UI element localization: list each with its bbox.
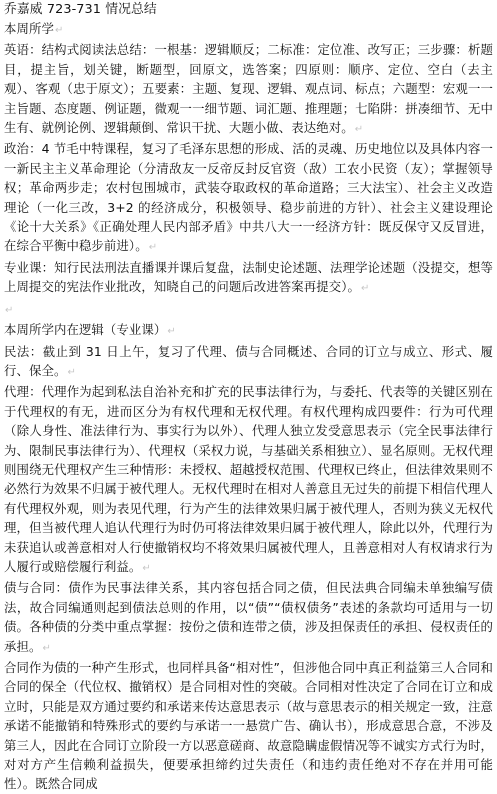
section-heading: 本周所学内在逻辑（专业课）↵	[4, 322, 176, 338]
paragraph-mark-icon: ↵	[142, 562, 151, 574]
paragraph-civil-law: 民法：截止到 31 日上午，复习了代理、债与合同概述、合同的订立与成立、形式、履行、保全。↵	[4, 343, 493, 378]
paragraph-mark-icon: ↵	[67, 366, 76, 378]
paragraph-mark-icon: ↵	[148, 242, 158, 254]
paragraph-mark-icon: ↵	[54, 25, 64, 36]
section-this-week	[4, 19, 493, 299]
section-this-week-logic	[4, 320, 493, 794]
paragraph-mark-icon: ↵	[167, 326, 176, 338]
document-title: 乔嘉威 723-731 情况总结	[4, 2, 157, 17]
empty-paragraph	[4, 299, 493, 320]
paragraph-mark-icon: ↵	[354, 124, 364, 136]
paragraph-english: 英语：结构式阅读法总结：一根基：逻辑顺反；二标准：定位准、改写正；三步骤：析题目，提主旨，划关键，断题型，回原文，选答案；四原则：顺序、定位、空白（去主观）、客观（忠于原文）；五要素：主题、复现、逻辑、观点词、标点；六题型：宏观一一主旨题、态度题、例证题，微观一一细节题、词汇题、推理题；七陷阱：拼凑细节、无中生有、就例论例、逻辑颠倒、常识干扰、大题小做、表达绝对。↵	[4, 42, 493, 136]
paragraph-mark-icon: ↵	[5, 304, 14, 316]
paragraph-mark-icon: ↵	[42, 642, 51, 654]
paragraph-mark-icon: ↵	[361, 283, 370, 295]
paragraph-politics: 政治：4 节毛中特课程，复习了毛泽东思想的形成、活的灵魂、历史地位以及具体内容一一新民主主义革命理论（分清敌友一反帝反封反官资（敌）工农小民资（友）；掌握领导权；革命两步走；农村包围城市，武装夺取政权的革命道路；三大法宝）、社会主义改造理论（一化三改，3+2 的经济成分，积极领导、稳步前进的方针）、社会主义建设理论《论十大关系》《正确处理人民内部矛盾》中共八大一一经济方针：既反保守又反冒进，在综合平衡中稳步前进）。↵	[4, 141, 493, 254]
paragraph-debt-contract: 债与合同：债作为民事法律关系，其内容包括合同之债，但民法典合同编未单独编写债法，故合同编通则起到债法总则的作用，以“债”“债权债务”表述的条款均可适用与一切债。各种债的分类中重点掌握：按份之债和连带之债，涉及担保责任的承担、侵权责任的承担。↵	[4, 580, 493, 654]
paragraph-contract-relativity: 合同作为债的一种产生形式，也同样具备“相对性”，但涉他合同中真正利益第三人合同和合同的保全（代位权、撤销权）是合同相对性的突破。合同相对性决定了合同在订立和成立时，只能是双方通过要约和承诺来传达意思表示（故与意思表示的相关规定一致，注意承诺不能撤销和特殊形式的要约与承诺一一悬赏广告、确认书），形成意思合意，不涉及第三人，因此在合同订立阶段一方以恶意磋商、故意隐瞒虚假情况等不诚实方式行为时，对对方产生信赖利益损失，便要承担缔约过失责任（和违约责任绝对不存在并用可能性）。既然合同成	[4, 660, 493, 792]
section-heading: 本周所学↵	[4, 21, 64, 36]
paragraph-agency: 代理：代理作为起到私法自治补充和扩充的民事法律行为，与委托、代表等的关键区别在于代理权的有无，进而区分为有权代理和无权代理。有权代理构成四要件：行为可代理（除人身性、准法律行为、事实行为以外）、代理人独立发受意思表示（完全民事法律行为、限制民事法律行为）、代理权（采权力说，与基础关系相独立）、显名原则。无权代理则围绕无代理权产生三种情形：未授权、超越授权范围、代理权已终止，但法律效果则不必然行为效果不归属于被代理人。无权代理时在相对人善意且无过失的前提下相信代理人有代理权外观，则为表见代理，行为产生的法律效果归属于被代理人，否则为狭义无权代理，但当被代理人追认代理行为时仍可将法律效果归属于被代理人，除此以外，代理行为未获追认或善意相对人行使撤销权均不将效果归属被代理人，且善意相对人有权请求行为人履行或赔偿履行利益。↵	[4, 384, 493, 574]
paragraph-major: 专业课：知行民法刑法直播课并课后复盘，法制史论述题、法理学论述题（没提交，想等上周提交的宪法作业批改，知晓自己的问题后改进答案再提交）。↵	[4, 259, 493, 295]
